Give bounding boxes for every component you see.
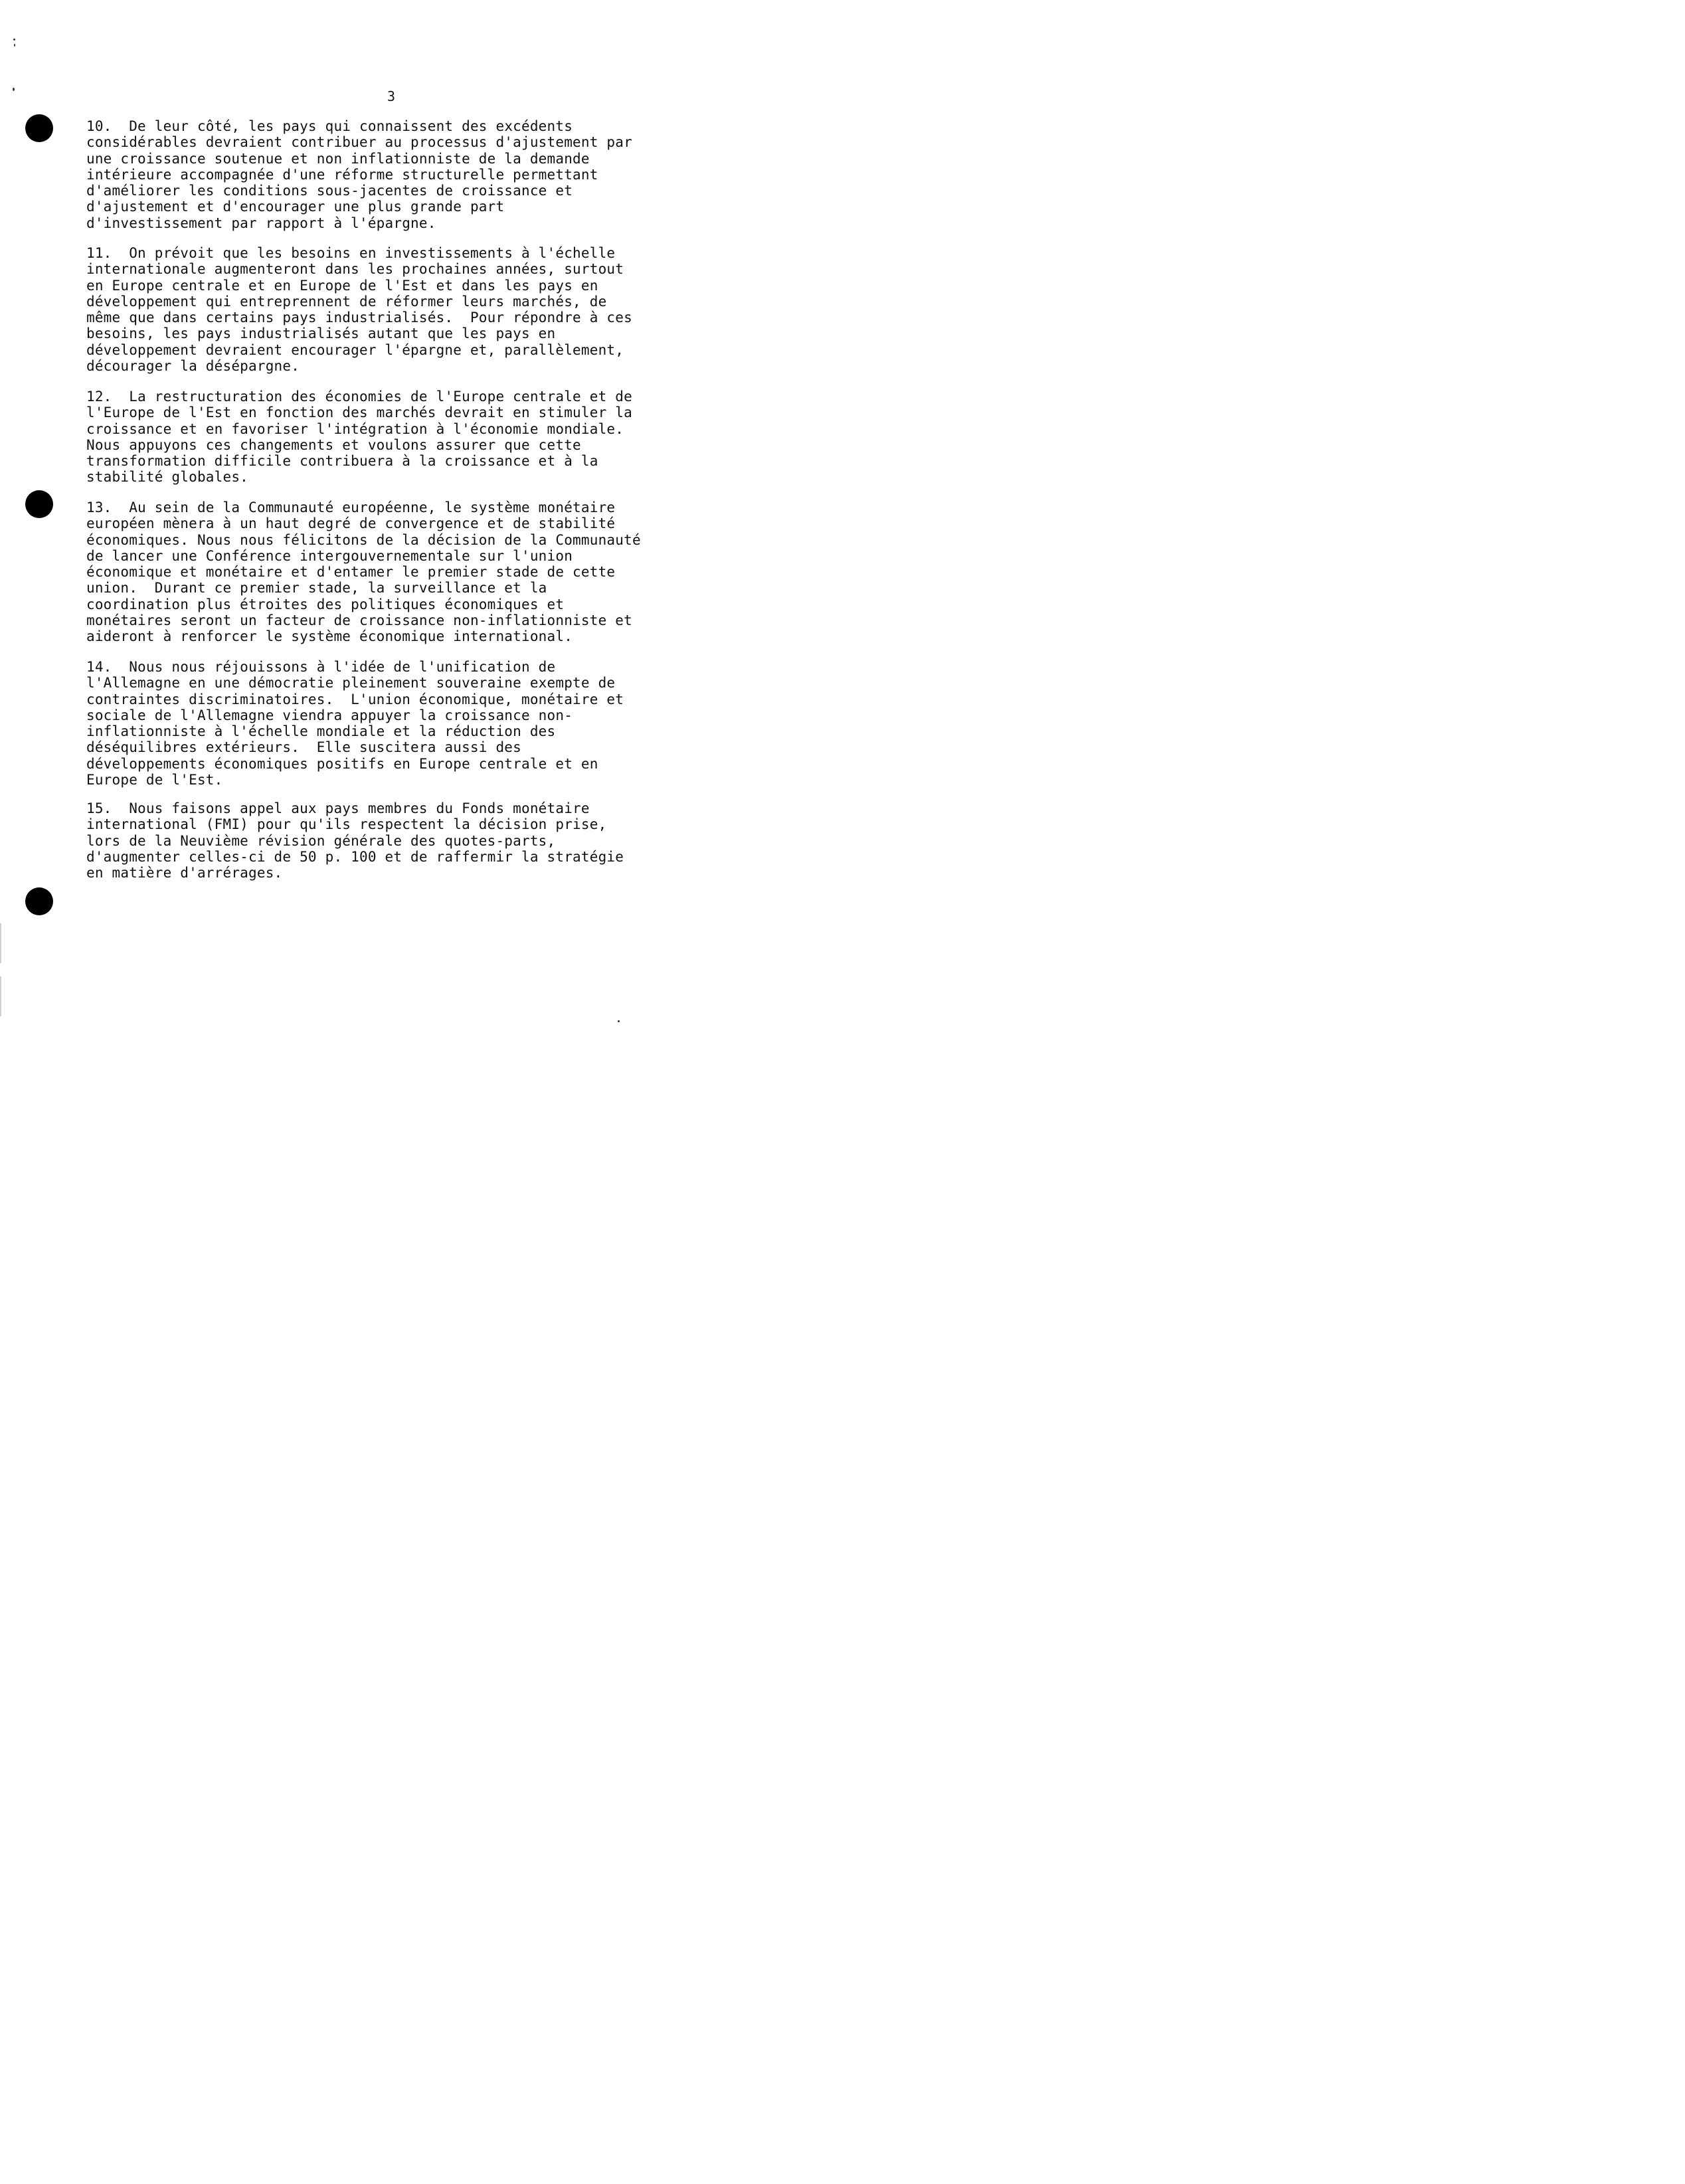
scan-speck [14,44,15,46]
paragraph-number: 15. [86,800,112,816]
scan-speck [13,88,15,91]
punch-hole [25,887,53,915]
numbered-paragraph [86,389,724,486]
paragraph-number: 12. [86,389,112,405]
paragraph-number: 13. [86,500,112,515]
paragraph-text: La restructuration des économies de l'Europe centrale et de l'Europe de l'Est en fonction des marchés devrait en stimuler la croissance et en favoriser l'intégration à l'économie mondiale. Nous appuyons ces changements et voulons assurer que cette transformation difficile contribuera à la croissance et à la stabilité globales. [86,389,632,486]
paragraph-number: 11. [86,245,112,261]
page-number: 3 [387,88,396,104]
paragraph-text: De leur côté, les pays qui connaissent des excédents considérables devraient contribuer au processus d'ajustement par une croissance soutenue et non inflationniste de la demande intérieure accompagnée d'une réforme structurelle permettant d'améliorer les conditions sous-jacentes de croissance et d'ajustement et d'encourager une plus grande part d'investissement par rapport à l'épargne. [86,118,632,231]
scan-edge-mark [0,923,1,963]
paragraph-text: Au sein de la Communauté européenne, le système monétaire européen mènera à un haut degré de convergence et de stabilité économiques. Nous nous félicitons de la décision de la Communauté de lancer une Conférence intergouvernementale sur l'union économique et monétaire et d'entamer le premier stade de cette union. Durant ce premier stade, la surveillance et la coordination plus étroites des politiques économiques et monétaires seront un facteur de croissance non-inflationniste et aideront à renforcer le système économique international. [86,500,641,645]
scan-speck [13,39,15,41]
scan-edge-mark [0,976,1,1016]
paragraph-text: Nous nous réjouissons à l'idée de l'unification de l'Allemagne en une démocratie pleinement souveraine exempte de contraintes discriminatoires. L'union économique, monétaire et sociale de l'Allemagne viendra appuyer la croissance non- inflationniste à l'échelle mondiale et la réduction des déséquilibres extérieurs. Elle suscitera aussi des développements économiques positifs en Europe centrale et en Europe de l'Est. [86,659,624,788]
scan-speck [618,1020,620,1022]
punch-hole [25,490,53,518]
punch-hole [25,114,53,142]
paragraph-number: 14. [86,659,112,675]
paragraph-text: Nous faisons appel aux pays membres du Fonds monétaire international (FMI) pour qu'ils respectent la décision prise, lors de la Neuvième révision générale des quotes-parts, d'augmenter celles-ci de 50 p. 100 et de raffermir la stratégie en matière d'arrérages. [86,800,624,881]
numbered-paragraph [86,245,724,374]
numbered-paragraph [86,118,724,231]
paragraph-number: 10. [86,118,112,134]
numbered-paragraph [86,500,724,645]
numbered-paragraph [86,800,724,881]
paragraph-text: On prévoit que les besoins en investissements à l'échelle internationale augmenteront dans les prochaines années, surtout en Europe centrale et en Europe de l'Est et dans les pays en développement qui entreprennent de réformer leurs marchés, de même que dans certains pays industrialisés. Pour répondre à ces besoins, les pays industrialisés autant que les pays en développement devraient encourager l'épargne et, parallèlement, décourager la désépargne. [86,245,632,375]
document-page [0,0,813,1052]
numbered-paragraph [86,659,724,788]
